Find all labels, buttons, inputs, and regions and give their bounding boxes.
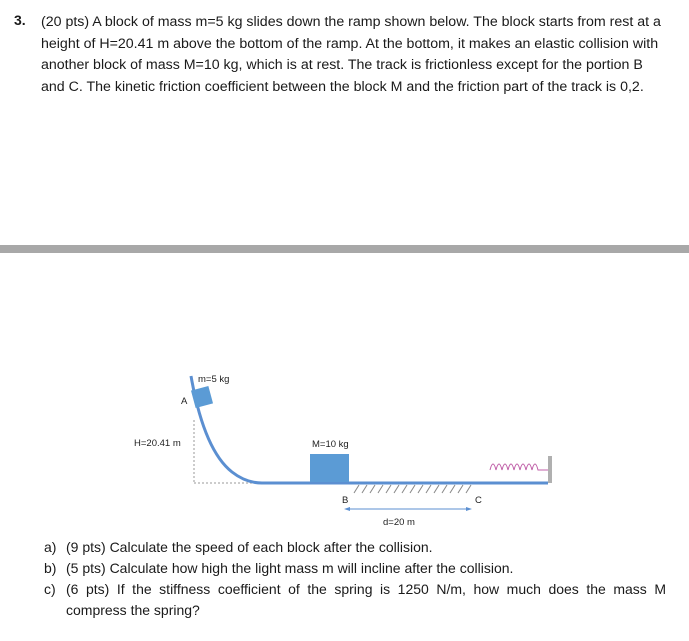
- label-distance: d=20 m: [383, 517, 415, 528]
- ramp-figure: [0, 360, 689, 530]
- friction-hatch: [354, 485, 471, 493]
- label-height: H=20.41 m: [134, 438, 181, 449]
- question-marker: a): [44, 539, 57, 555]
- ramp-diagram: [0, 360, 689, 530]
- question-text: (6 pts) If the stiffness coefficient of the spring is 1250 N/m, how much does the mass M compress the spring?: [66, 581, 666, 618]
- problem-text: (20 pts) A block of mass m=5 kg slides down the ramp shown below. The block starts from rest at a height of H=20.41 m above the bottom of the ramp. At the bottom, it makes an elastic collision with another block of mass M=10 kg, which is at rest. The track is frictionless except for the portion B and C. The kinetic friction coefficient between the block M and the friction part of the track is 0,2.: [41, 14, 661, 95]
- separator-bar: [0, 245, 689, 253]
- track: [191, 376, 548, 483]
- label-A: A: [181, 396, 188, 407]
- problem-number: 3.: [14, 12, 26, 28]
- question-marker: b): [44, 560, 57, 576]
- label-mass-M: M=10 kg: [312, 439, 349, 450]
- label-B: B: [342, 495, 349, 506]
- block-M: [310, 454, 349, 482]
- arrow-head-right: [466, 507, 472, 511]
- question-text: (5 pts) Calculate how high the light mass m will incline after the collision.: [66, 560, 514, 576]
- question-marker: c): [44, 581, 56, 597]
- arrow-head-left: [344, 507, 350, 511]
- label-mass-m: m=5 kg: [198, 374, 230, 385]
- question-text: (9 pts) Calculate the speed of each block after the collision.: [66, 539, 433, 555]
- spring: [490, 464, 548, 470]
- label-C: C: [475, 495, 482, 506]
- wall: [548, 456, 552, 483]
